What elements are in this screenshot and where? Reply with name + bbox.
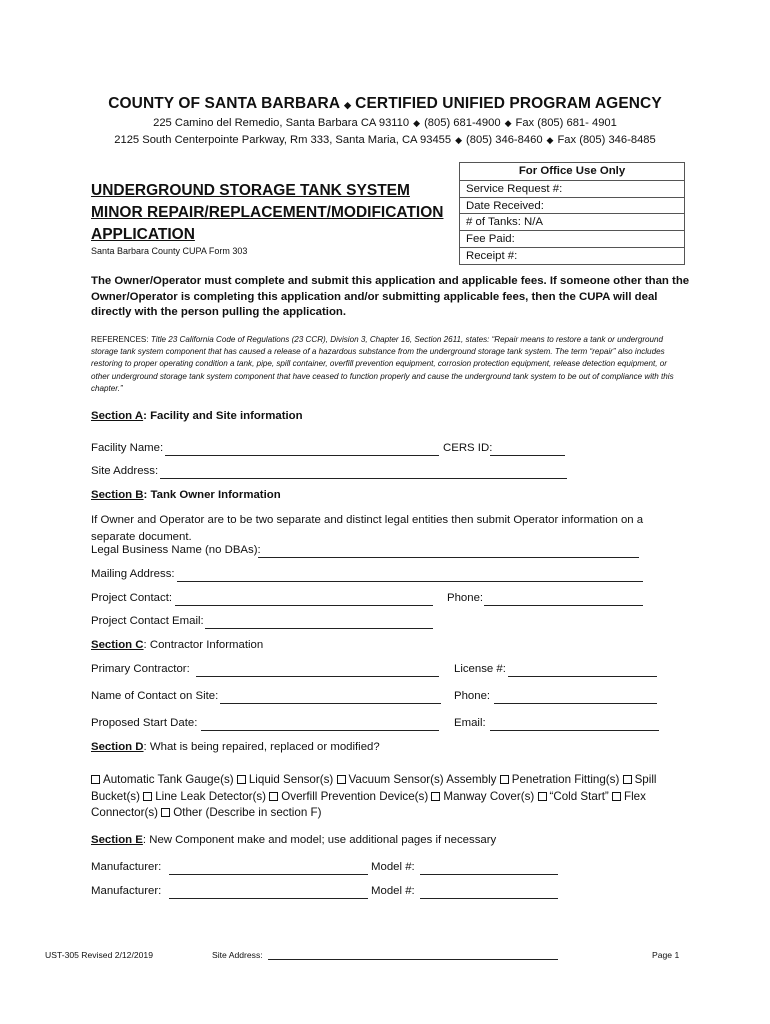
checkbox-flex-connector[interactable] (612, 792, 621, 801)
form-title-line-2: MINOR REPAIR/REPLACEMENT/MODIFICATION (91, 204, 444, 221)
cers-id-label: CERS ID: (443, 442, 493, 454)
repair-options: Automatic Tank Gauge(s) Liquid Sensor(s) Vacuum Sensor(s) Assembly Penetration Fitting(s) Spill Bucket(s) Line Leak Detector(s) Overfill Prevention Device(s) Manway Cover(s) “Cold Start” Flex Connector(s) Other (Describe in section F) (91, 773, 657, 819)
checkbox-other[interactable] (161, 808, 170, 817)
contractor-email-label: Email: (454, 717, 486, 729)
office-use-heading: For Office Use Only (518, 165, 626, 177)
references-text: Title 23 California Code of Regulations (23 CCR), Division 3, Chapter 16, Section 2611, states: “Repair means to restore a tank or underground storage tank system component that has caused a release of a hazardous substance from the underground storage tank system. The term “repair” also includes restoring to proper operating condition a tank, pipe, spill container, overfill prevention equipment, corrosion protection equipment, release detection equipment, or other underground storage tank system component that have ceased to function properly and cause the underground tank system to be out of compliance with this chapter.” (91, 335, 674, 393)
intro-paragraph: The Owner/Operator must complete and submit this application and applicable fees. If someone other than the Owner/Operator is completing this application and/or submitting applicable fees, then the CUPA will deal directly with the person pulling the application. (91, 275, 690, 319)
site-address-label: Site Address: (91, 465, 159, 477)
manufacturer-label-1: Manufacturer: (91, 861, 162, 873)
primary-contractor-field[interactable] (196, 676, 439, 677)
address-line-2: 2125 South Centerpointe Parkway, Rm 333, Santa Maria, CA 93455 ◆ (805) 346-8460 ◆ Fax (805) 346-8485 (114, 134, 656, 146)
references-paragraph (91, 334, 681, 395)
mailing-address-label: Mailing Address: (91, 568, 175, 580)
manufacturer-field-2[interactable] (169, 898, 368, 899)
contact-on-site-field[interactable] (220, 703, 441, 704)
start-date-field[interactable] (201, 730, 439, 731)
start-date-label: Proposed Start Date: (91, 717, 198, 729)
checkbox-line-leak-detector[interactable] (143, 792, 152, 801)
agency-title: COUNTY OF SANTA BARBARA ◆ CERTIFIED UNIFIED PROGRAM AGENCY (108, 95, 662, 112)
checkbox-penetration-fitting[interactable] (500, 775, 509, 784)
checkbox-liquid-sensor[interactable] (237, 775, 246, 784)
primary-contractor-label: Primary Contractor: (91, 663, 190, 675)
model-label-1: Model #: (371, 861, 415, 873)
checkbox-overfill-prevention[interactable] (269, 792, 278, 801)
license-field[interactable] (508, 676, 657, 677)
office-row-date-received[interactable]: Date Received: (460, 197, 684, 214)
footer-site-address-label: Site Address: (212, 950, 263, 960)
footer-page-number: Page 1 (652, 950, 680, 960)
section-c-heading: Section C: Contractor Information (91, 639, 264, 651)
project-contact-field[interactable] (175, 605, 433, 606)
section-e-heading: Section E: New Component make and model; use additional pages if necessary (91, 834, 497, 846)
section-d-heading: Section D: What is being repaired, replaced or modified? (91, 741, 380, 753)
project-contact-email-label: Project Contact Email: (91, 615, 204, 627)
legal-business-name-label: Legal Business Name (no DBAs): (91, 544, 261, 556)
section-a-heading: Section A: Facility and Site information (91, 410, 303, 422)
office-row-fee-paid[interactable]: Fee Paid: (460, 230, 684, 247)
section-b-heading: Section B: Tank Owner Information (91, 489, 281, 501)
manufacturer-field-1[interactable] (169, 874, 368, 875)
checkbox-manway-cover[interactable] (431, 792, 440, 801)
project-contact-email-field[interactable] (205, 628, 433, 629)
office-row-service-request[interactable]: Service Request #: (460, 180, 684, 197)
legal-business-name-field[interactable] (258, 557, 639, 558)
diamond-separator: ◆ (344, 100, 352, 110)
contractor-email-field[interactable] (490, 730, 659, 731)
mailing-address-field[interactable] (177, 581, 643, 582)
contractor-phone-field[interactable] (494, 703, 657, 704)
contractor-phone-label: Phone: (454, 690, 491, 702)
form-title-line-1: UNDERGROUND STORAGE TANK SYSTEM (91, 182, 410, 199)
footer-site-address-field[interactable] (268, 959, 558, 960)
model-label-2: Model #: (371, 885, 415, 897)
references-label: REFERENCES: (91, 335, 151, 344)
facility-name-label: Facility Name: (91, 442, 164, 454)
office-row-num-tanks[interactable]: # of Tanks: N/A (460, 213, 684, 230)
office-use-box (459, 162, 685, 265)
address-line-1: 225 Camino del Remedio, Santa Barbara CA 93110 ◆ (805) 681-4900 ◆ Fax (805) 681- 4901 (153, 117, 617, 129)
checkbox-atg[interactable] (91, 775, 100, 784)
facility-name-field[interactable] (165, 455, 439, 456)
office-row-receipt[interactable]: Receipt #: (460, 247, 684, 264)
license-label: License #: (454, 663, 506, 675)
cers-id-field[interactable] (490, 455, 565, 456)
model-field-1[interactable] (420, 874, 558, 875)
project-contact-label: Project Contact: (91, 592, 173, 604)
manufacturer-label-2: Manufacturer: (91, 885, 162, 897)
site-address-field[interactable] (160, 478, 567, 479)
checkbox-spill-bucket[interactable] (623, 775, 632, 784)
owner-phone-label: Phone: (447, 592, 484, 604)
owner-operator-note: If Owner and Operator are to be two separate and distinct legal entities then submit Operator information on a separate document. (91, 514, 644, 543)
contact-on-site-label: Name of Contact on Site: (91, 690, 219, 702)
form-subtitle: Santa Barbara County CUPA Form 303 (91, 246, 248, 256)
checkbox-cold-start[interactable] (538, 792, 547, 801)
form-title-line-3: APPLICATION (91, 226, 195, 243)
owner-phone-field[interactable] (484, 605, 643, 606)
model-field-2[interactable] (420, 898, 558, 899)
footer-revision: UST-305 Revised 2/12/2019 (45, 950, 153, 960)
checkbox-vacuum-sensor[interactable] (337, 775, 346, 784)
